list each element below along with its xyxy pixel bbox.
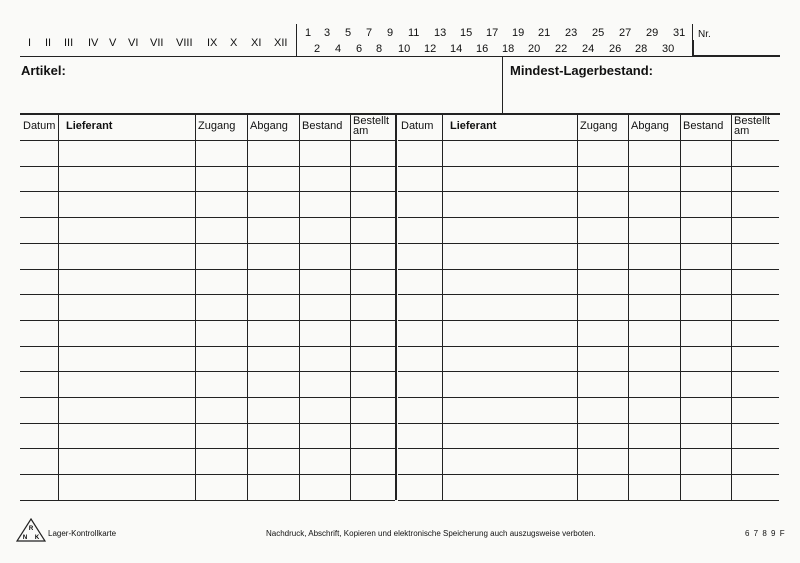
svg-text:R: R (28, 526, 34, 532)
mindest-lagerbestand-label: Mindest-Lagerbestand: (510, 63, 654, 78)
month-i: I (28, 37, 32, 49)
month-v: V (109, 37, 117, 49)
table-row (20, 500, 395, 501)
month-vi: VI (128, 37, 139, 49)
form-code: 6 7 8 9 F (745, 529, 786, 538)
column-divider (299, 113, 300, 500)
day-1: 1 (305, 27, 312, 39)
day-17: 17 (486, 27, 499, 39)
day-7: 7 (366, 27, 373, 39)
table-row (398, 243, 779, 244)
nr-label: Nr. (698, 29, 711, 40)
day-25: 25 (592, 27, 605, 39)
table-row (398, 423, 779, 424)
column-header-datum: Datum (23, 120, 56, 132)
column-header-bestand: Bestand (683, 120, 724, 132)
column-divider (350, 113, 351, 500)
column-divider (680, 113, 681, 500)
table-row (398, 346, 779, 347)
day-26: 26 (609, 43, 622, 55)
month-vii: VII (150, 37, 164, 49)
table-row (20, 217, 395, 218)
day-10: 10 (398, 43, 411, 55)
month-iii: III (64, 37, 74, 49)
table-row (398, 448, 779, 449)
day-13: 13 (434, 27, 447, 39)
day-5: 5 (345, 27, 352, 39)
column-header-lieferant: Lieferant (450, 120, 497, 132)
table-row (20, 320, 395, 321)
table-row (20, 371, 395, 372)
table-row (20, 166, 395, 167)
table-row (398, 320, 779, 321)
table-row (20, 346, 395, 347)
day-12: 12 (424, 43, 437, 55)
day-28: 28 (635, 43, 648, 55)
column-divider (731, 113, 732, 500)
day-18: 18 (502, 43, 515, 55)
table-row (20, 423, 395, 424)
table-row (398, 294, 779, 295)
table-row (398, 217, 779, 218)
day-31: 31 (673, 27, 686, 39)
day-2: 2 (314, 43, 321, 55)
day-16: 16 (476, 43, 489, 55)
table-row (20, 191, 395, 192)
day-15: 15 (460, 27, 473, 39)
day-27: 27 (619, 27, 632, 39)
day-24: 24 (582, 43, 595, 55)
center-divider (395, 113, 397, 500)
month-ii: II (45, 37, 52, 49)
table-row (20, 448, 395, 449)
table-row (398, 269, 779, 270)
column-header-bestand: Bestand (302, 120, 343, 132)
header-rule (398, 140, 779, 141)
column-header-datum: Datum (401, 120, 434, 132)
day-19: 19 (512, 27, 525, 39)
day-29: 29 (646, 27, 659, 39)
month-viii: VIII (176, 37, 193, 49)
column-header-lieferant: Lieferant (66, 120, 113, 132)
day-4: 4 (335, 43, 342, 55)
day-8: 8 (376, 43, 383, 55)
column-divider (195, 113, 196, 500)
column-header-bestellt: Bestellt am (353, 115, 390, 137)
day-6: 6 (356, 43, 363, 55)
day-22: 22 (555, 43, 568, 55)
month-iv: IV (88, 37, 99, 49)
day-30: 30 (662, 43, 675, 55)
table-row (20, 397, 395, 398)
table-row (398, 474, 779, 475)
svg-text:N: N (22, 535, 28, 541)
day-11: 11 (408, 27, 420, 39)
column-header-zugang: Zugang (198, 120, 236, 132)
table-row (398, 371, 779, 372)
table-row (398, 500, 779, 501)
form-title: Lager-Kontrollkarte (48, 529, 117, 538)
day-3: 3 (324, 27, 331, 39)
month-ix: IX (207, 37, 218, 49)
artikel-label: Artikel: (21, 63, 66, 78)
column-divider (628, 113, 629, 500)
rnk-logo-icon (16, 518, 46, 542)
header-rule (20, 140, 395, 141)
column-divider (442, 113, 443, 500)
column-divider (247, 113, 248, 500)
table-row (20, 474, 395, 475)
day-23: 23 (565, 27, 578, 39)
table-row (20, 269, 395, 270)
copyright-notice: Nachdruck, Abschrift, Kopieren und elektronische Speicherung auch auszugsweise verboten. (266, 529, 596, 538)
table-row (398, 191, 779, 192)
column-divider (577, 113, 578, 500)
column-divider (58, 113, 59, 500)
month-xii: XII (274, 37, 288, 49)
day-21: 21 (538, 27, 551, 39)
table-row (398, 397, 779, 398)
column-header-abgang: Abgang (631, 120, 669, 132)
month-x: X (230, 37, 238, 49)
day-20: 20 (528, 43, 541, 55)
svg-text:K: K (34, 535, 40, 541)
day-9: 9 (387, 27, 394, 39)
table-row (20, 243, 395, 244)
column-header-abgang: Abgang (250, 120, 288, 132)
day-14: 14 (450, 43, 463, 55)
table-row (20, 294, 395, 295)
table-row (398, 166, 779, 167)
column-header-bestellt: Bestellt am (734, 115, 771, 137)
month-xi: XI (251, 37, 262, 49)
column-header-zugang: Zugang (580, 120, 618, 132)
